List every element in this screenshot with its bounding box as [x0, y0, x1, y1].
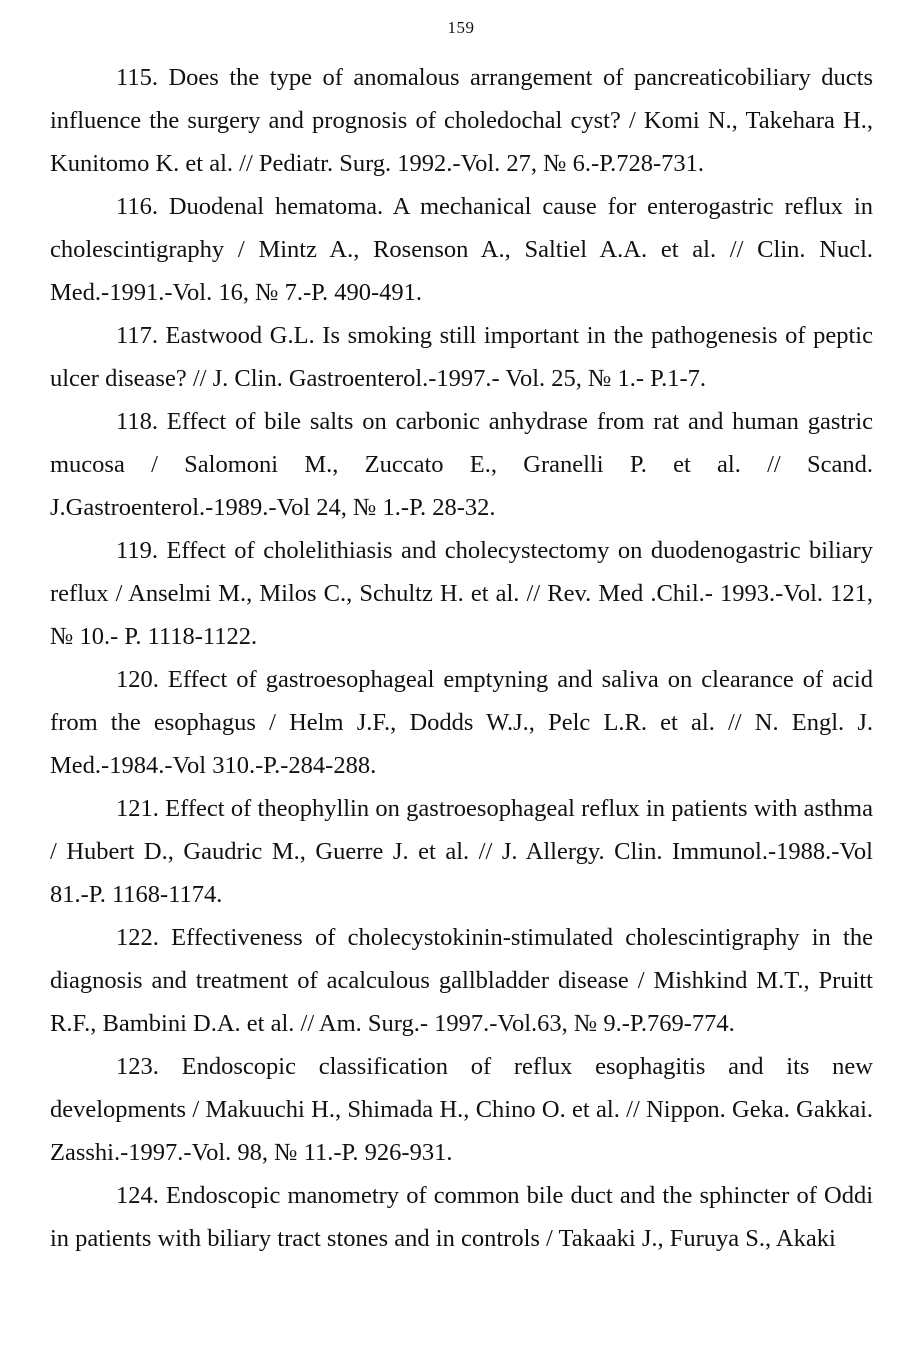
reference-item: 121. Effect of theophyllin on gastroesophageal reflux in patients with asthma / Hubert D., Gaudric M., Guerre J. et al. // J. Allergy. Clin. Immunol.-1988.-Vol 81.-P. 1168-1174. — [50, 795, 873, 908]
reference-item: 124. Endoscopic manometry of common bile duct and the sphincter of Oddi in patients with biliary tract stones and in controls / Takaaki J., Furuya S., Akaki — [50, 1182, 873, 1252]
reference-item: 120. Effect of gastroesophageal emptyning and saliva on clearance of acid from the esophagus / Helm J.F., Dodds W.J., Pelc L.R. et al. // N. Engl. J. Med.-1984.-Vol 310.-P.-284-288. — [50, 666, 873, 779]
reference-item: 123. Endoscopic classification of reflux esophagitis and its new developments / Makuuchi H., Shimada H., Chino O. et al. // Nippon. Geka. Gakkai. Zasshi.-1997.-Vol. 98, № 11.-P. 926-931. — [50, 1053, 873, 1166]
reference-item: 117. Eastwood G.L. Is smoking still important in the pathogenesis of peptic ulcer disease? // J. Clin. Gastroenterol.-1997.- Vol. 25, № 1.- P.1-7. — [50, 322, 873, 392]
reference-list — [50, 56, 873, 1260]
reference-item: 118. Effect of bile salts on carbonic anhydrase from rat and human gastric mucosa / Salomoni M., Zuccato E., Granelli P. et al. // Scand. J.Gastroenterol.-1989.-Vol 24, № 1.-P. 28-32. — [50, 408, 873, 521]
page-number: 159 — [447, 18, 475, 37]
reference-item: 122. Effectiveness of cholecystokinin-stimulated cholescintigraphy in the diagnosis and treatment of acalculous gallbladder disease / Mishkind M.T., Pruitt R.F., Bambini D.A. et al. // Am. Surg.- 1997.-Vol.63, № 9.-P.769-774. — [50, 924, 873, 1037]
reference-item: 115. Does the type of anomalous arrangement of pancreaticobiliary ducts influence the surgery and prognosis of choledochal cyst? / Komi N., Takehara H., Kunitomo K. et al. // Pediatr. Surg. 1992.-Vol. 27, № 6.-P.728-731. — [50, 64, 873, 177]
reference-item: 119. Effect of cholelithiasis and cholecystectomy on duodenogastric biliary reflux / Anselmi M., Milos C., Schultz H. et al. // Rev. Med .Chil.- 1993.-Vol. 121, № 10.- P. 1118-1122. — [50, 537, 873, 650]
reference-item: 116. Duodenal hematoma. A mechanical cause for enterogastric reflux in cholescintigraphy / Mintz A., Rosenson A., Saltiel A.A. et al. // Clin. Nucl. Med.-1991.-Vol. 16, № 7.-P. 490-491. — [50, 193, 873, 306]
